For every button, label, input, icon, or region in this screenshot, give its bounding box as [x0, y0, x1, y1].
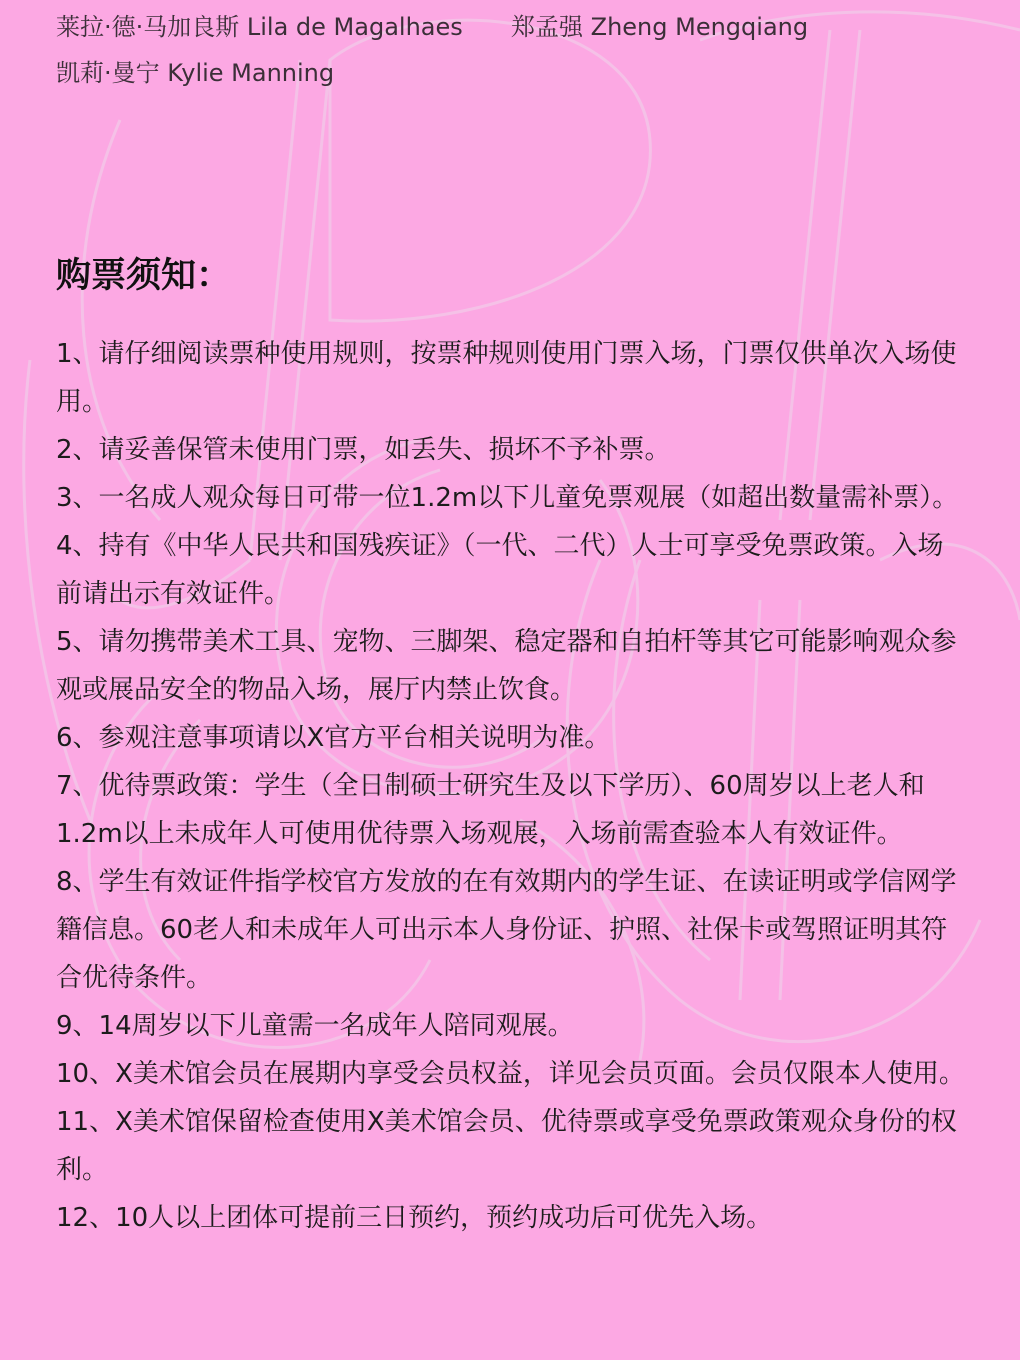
notice-item: 9、14周岁以下儿童需一名成年人陪同观展。	[56, 1011, 574, 1041]
artist-row	[56, 50, 976, 96]
notice-item: 4、持有《中华人民共和国残疾证》（一代、二代）人士可享受免票政策。入场前请出示有效证件。	[56, 531, 944, 609]
notice-item: 7、优待票政策：学生（全日制硕士研究生及以下学历）、60周岁以上老人和1.2m以上未成年人可使用优待票入场观展，入场前需查验本人有效证件。	[56, 771, 925, 849]
notice-item: 12、10人以上团体可提前三日预约，预约成功后可优先入场。	[56, 1203, 773, 1233]
notice-item: 11、X美术馆保留检查使用X美术馆会员、优待票或享受免票政策观众身份的权利。	[56, 1107, 957, 1185]
artist-name: 郑孟强 Zheng Mengqiang	[511, 13, 809, 41]
notice-item: 3、一名成人观众每日可带一位1.2m以下儿童免票观展（如超出数量需补票）。	[56, 483, 959, 513]
notice-item: 1、请仔细阅读票种使用规则，按票种规则使用门票入场，门票仅供单次入场使用。	[56, 339, 957, 417]
artist-row	[56, 4, 976, 50]
notice-item: 5、请勿携带美术工具、宠物、三脚架、稳定器和自拍杆等其它可能影响观众参观或展品安全的物品入场，展厅内禁止饮食。	[56, 627, 957, 705]
ticket-notice-heading: 购票须知：	[56, 256, 232, 296]
artist-list	[56, 4, 976, 96]
artist-name: 莱拉·德·马加良斯 Lila de Magalhaes	[56, 13, 463, 41]
notice-item: 2、请妥善保管未使用门票，如丢失、损坏不予补票。	[56, 435, 671, 465]
notice-item: 8、学生有效证件指学校官方发放的在有效期内的学生证、在读证明或学信网学籍信息。60老人和未成年人可出示本人身份证、护照、社保卡或驾照证明其符合优待条件。	[56, 867, 957, 993]
notice-item: 6、参观注意事项请以X官方平台相关说明为准。	[56, 723, 611, 753]
artist-name: 凯莉·曼宁 Kylie Manning	[56, 59, 335, 87]
ticket-notice-list	[56, 330, 968, 1242]
notice-item: 10、X美术馆会员在展期内享受会员权益，详见会员页面。会员仅限本人使用。	[56, 1059, 965, 1089]
